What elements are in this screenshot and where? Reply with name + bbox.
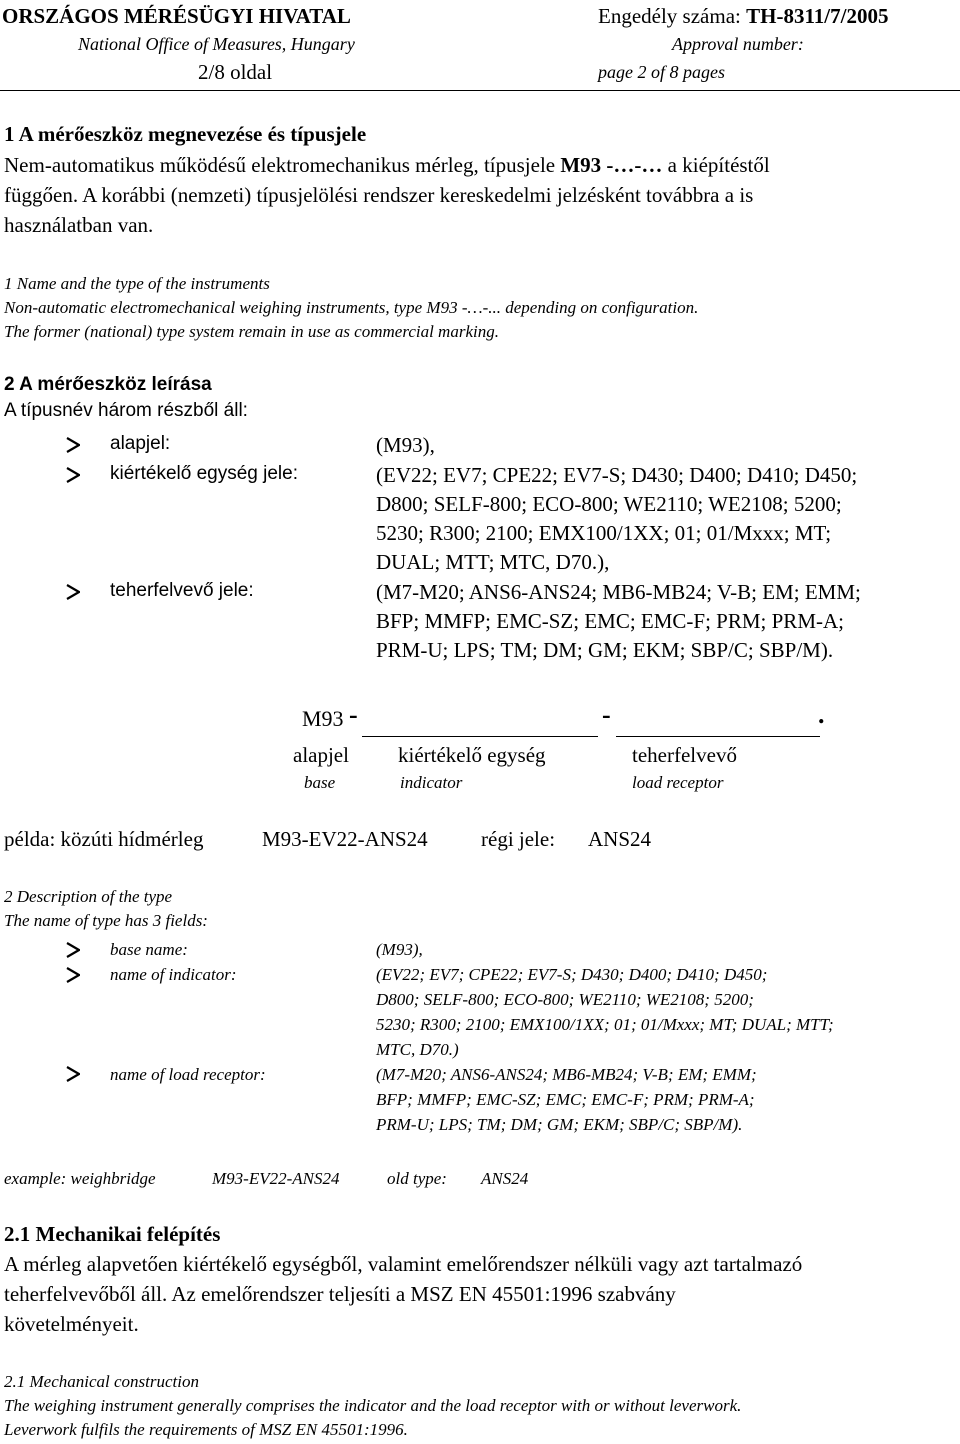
section21-heading: 2.1 Mechanikai felépítés — [4, 1222, 221, 1246]
item-value-receptor-2: BFP; MMFP; EMC-SZ; EMC; EMC-F; PRM; PRM-A; — [376, 609, 844, 633]
item-value-indicator-2: D800; SELF-800; ECO-800; WE2110; WE2108; 5200; — [376, 492, 842, 516]
en-item-value-receptor-3: PRM-U; LPS; TM; DM; GM; EKM; SBP/C; SBP/M). — [376, 1115, 743, 1134]
section21-en-line2: Leverwork fulfils the requirements of MSZ EN 45501:1996. — [4, 1420, 408, 1439]
example-hu-type: M93-EV22-ANS24 — [262, 827, 428, 851]
schema-label-indicator: kiértékelő egység — [398, 743, 546, 767]
header-divider — [0, 90, 960, 91]
item-value-indicator-3: 5230; R300; 2100; EMX100/1XX; 01; 01/Mxxx; MT; — [376, 521, 832, 545]
example-en-old-label: old type: — [387, 1169, 447, 1188]
en-item-value-base: (M93), — [376, 940, 423, 959]
section21-en-line1: The weighing instrument generally comprises the indicator and the load receptor with or without leverwork. — [4, 1396, 742, 1415]
section21-en-heading: 2.1 Mechanical construction — [4, 1372, 199, 1391]
example-hu-old: ANS24 — [588, 827, 652, 851]
page-number-hu: 2/8 oldal — [198, 60, 273, 84]
section2-intro: A típusnév három részből áll: — [4, 400, 248, 421]
arrow-bullet-icon — [66, 1066, 80, 1082]
page-number-en: page 2 of 8 pages — [598, 62, 725, 82]
en-item-value-indicator-1: (EV22; EV7; CPE22; EV7-S; D430; D400; D410; D450; — [376, 965, 768, 984]
arrow-bullet-icon — [66, 584, 80, 600]
schema-sep1: - — [349, 700, 358, 729]
example-hu-label: példa: közúti hídmérleg — [4, 827, 204, 851]
en-item-label-base: base name: — [110, 940, 188, 959]
section1-line1-text: Nem-automatikus működésű elektromechanikus mérleg, típusjele — [4, 153, 561, 177]
example-en-label: example: weighbridge — [4, 1169, 156, 1188]
schema-label-receptor: teherfelvevő — [632, 743, 737, 767]
item-value-indicator-4: DUAL; MTT; MTC, D70.), — [376, 550, 610, 574]
section1-line2: függően. A korábbi (nemzeti) típusjelölési rendszer kereskedelmi jelzésként továbbra a is — [4, 183, 754, 207]
section1-line1-end: a kiépítéstől — [662, 153, 770, 177]
org-name-hu: ORSZÁGOS MÉRÉSÜGYI HIVATAL — [2, 4, 351, 28]
schema-prefix: M93 — [302, 706, 344, 731]
item-label-base: alapjel: — [110, 433, 171, 454]
section1-en-line1: Non-automatic electromechanical weighing instruments, type M93 -…-... depending on configuration. — [4, 298, 699, 317]
en-item-value-indicator-4: MTC, D70.) — [376, 1040, 459, 1059]
section1-line1 — [4, 150, 770, 181]
schema-label-base-en: base — [304, 773, 336, 792]
section21-line3: követelményeit. — [4, 1312, 139, 1336]
org-name-en: National Office of Measures, Hungary — [78, 34, 355, 54]
approval-label-hu: Engedély száma: — [598, 4, 741, 28]
arrow-bullet-icon — [66, 467, 80, 483]
item-value-base: (M93), — [376, 433, 435, 457]
arrow-bullet-icon — [66, 942, 80, 958]
schema-blank-receptor — [616, 736, 820, 737]
approval-number — [598, 4, 888, 29]
arrow-bullet-icon — [66, 437, 80, 453]
example-en-old: ANS24 — [481, 1169, 529, 1188]
example-hu — [4, 824, 203, 855]
section1-heading: 1 A mérőeszköz megnevezése és típusjele — [4, 122, 367, 146]
item-label-receptor: teherfelvevő jele: — [110, 580, 254, 601]
item-value-indicator-1: (EV22; EV7; CPE22; EV7-S; D430; D400; D410; D450; — [376, 463, 858, 487]
en-item-value-receptor-2: BFP; MMFP; EMC-SZ; EMC; EMC-F; PRM; PRM-A; — [376, 1090, 755, 1109]
item-label-indicator: kiértékelő egység jele: — [110, 463, 298, 484]
en-item-value-receptor-1: (M7-M20; ANS6-ANS24; MB6-MB24; V-B; EM; EMM; — [376, 1065, 757, 1084]
schema-label-receptor-en: load receptor — [632, 773, 724, 792]
schema-label-indicator-en: indicator — [400, 773, 463, 792]
en-item-label-receptor: name of load receptor: — [110, 1065, 266, 1084]
schema-end: . — [818, 700, 825, 729]
section21-line1: A mérleg alapvetően kiértékelő egységből, valamint emelőrendszer nélküli vagy azt tartalmazó — [4, 1252, 803, 1276]
schema-blank-indicator — [362, 736, 598, 737]
section1-en-heading: 1 Name and the type of the instruments — [4, 274, 270, 293]
item-value-receptor-3: PRM-U; LPS; TM; DM; GM; EKM; SBP/C; SBP/M). — [376, 638, 834, 662]
section2-en-intro: The name of type has 3 fields: — [4, 911, 208, 930]
item-value-receptor-1: (M7-M20; ANS6-ANS24; MB6-MB24; V-B; EM; EMM; — [376, 580, 861, 604]
approval-label-en: Approval number: — [672, 34, 804, 54]
en-item-value-indicator-3: 5230; R300; 2100; EMX100/1XX; 01; 01/Mxxx; MT; DUAL; MTT; — [376, 1015, 834, 1034]
type-designation: M93 -…-… — [560, 153, 663, 177]
schema-sep2: - — [602, 700, 611, 729]
en-item-label-indicator: name of indicator: — [110, 965, 237, 984]
section2-heading: 2 A mérőeszköz leírása — [4, 374, 212, 395]
schema-label-base: alapjel — [293, 743, 349, 767]
approval-number-value: TH-8311/7/2005 — [746, 4, 889, 28]
arrow-bullet-icon — [66, 967, 80, 983]
example-hu-old-label: régi jele: — [481, 827, 556, 851]
section1-en-line2: The former (national) type system remain in use as commercial marking. — [4, 322, 499, 341]
example-en-type: M93-EV22-ANS24 — [212, 1169, 340, 1188]
section1-line3: használatban van. — [4, 213, 154, 237]
section21-line2: teherfelvevőből áll. Az emelőrendszer teljesíti a MSZ EN 45501:1996 szabvány — [4, 1282, 676, 1306]
en-item-value-indicator-2: D800; SELF-800; ECO-800; WE2110; WE2108; 5200; — [376, 990, 754, 1009]
section2-en-heading: 2 Description of the type — [4, 887, 173, 906]
